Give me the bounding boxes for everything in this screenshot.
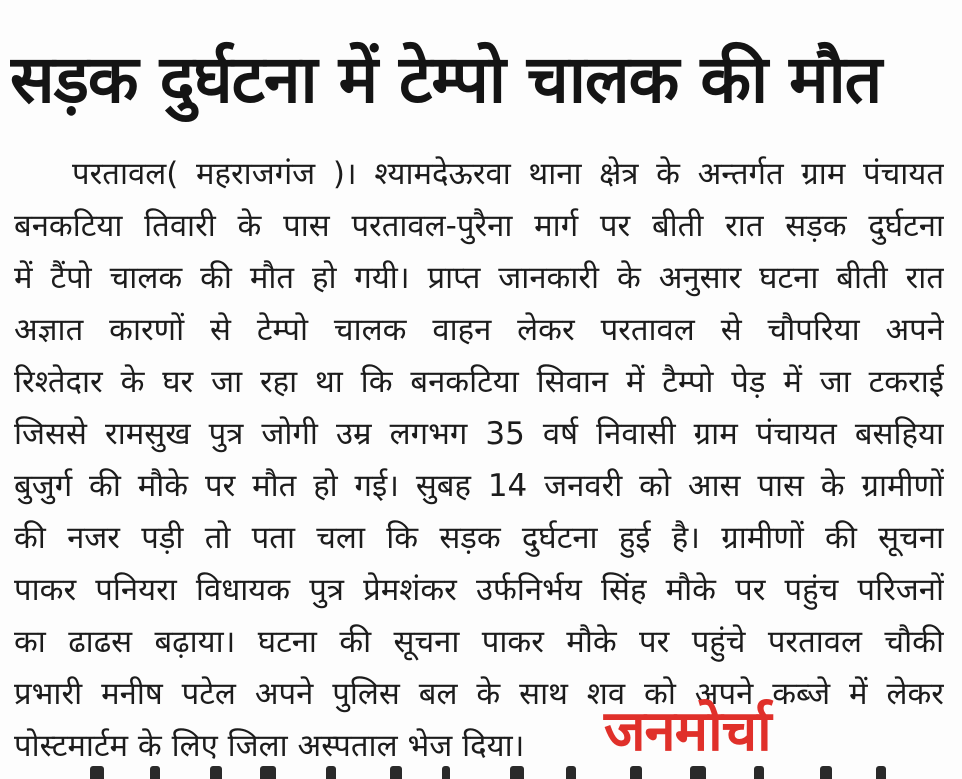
article-line: में टैंपो चालक की मौत हो गयी। प्राप्त जानकारी के अनुसार घटना बीती रात: [14, 260, 944, 296]
headline: सड़क दुर्घटना में टेम्पो चालक की मौत: [10, 41, 882, 118]
cut-glyph: [150, 766, 160, 779]
article-line: जिससे रामसुख पुत्र जोगी उम्र लगभग 35 वर्ष निवासी ग्राम पंचायत बसहिया: [14, 416, 944, 452]
cut-glyph: [510, 766, 524, 779]
article-line: का ढाढस बढ़ाया। घटना की सूचना पाकर मौके पर पहुंचे परतावल चौकी: [14, 624, 944, 660]
cut-glyph: [90, 766, 104, 779]
article-body: [14, 148, 944, 772]
cut-glyph: [390, 766, 402, 779]
cut-glyph: [442, 766, 450, 779]
article-line: की नजर पड़ी तो पता चला कि सड़क दुर्घटना हुई है। ग्रामीणों की सूचना: [14, 520, 944, 556]
article-line: अज्ञात कारणों से टेम्पो चालक वाहन लेकर परतावल से चौपरिया अपने: [14, 312, 944, 348]
cut-glyph: [820, 766, 832, 779]
cut-off-text-row: [90, 766, 890, 779]
article-line: बनकटिया तिवारी के पास परतावल-पुरैना मार्ग पर बीती रात सड़क दुर्घटना: [14, 208, 944, 244]
cut-glyph: [876, 766, 886, 779]
cut-glyph: [566, 766, 576, 779]
cut-glyph: [260, 766, 276, 779]
article-line: रिश्तेदार के घर जा रहा था कि बनकटिया सिवान में टैम्पो पेड़ में जा टकराई: [14, 364, 944, 400]
article-line: पोस्टमार्टम के लिए जिला अस्पताल भेज दिया।: [14, 728, 525, 764]
article-line: पाकर पनियरा विधायक पुत्र प्रेमशंकर उर्फनिर्भय सिंह मौके पर पहुंच परिजनों: [14, 572, 944, 608]
cut-glyph: [326, 766, 336, 779]
cut-glyph: [630, 766, 642, 779]
cut-glyph: [210, 766, 222, 779]
article-line: परतावल( महराजगंज )। श्यामदेऊरवा थाना क्षेत्र के अन्तर्गत ग्राम पंचायत: [72, 156, 944, 192]
article-line: बुजुर्ग की मौके पर मौत हो गई। सुबह 14 जनवरी को आस पास के ग्रामीणों: [14, 468, 944, 504]
article-line: प्रभारी मनीष पटेल अपने पुलिस बल के साथ शव को अपने कब्जे में लेकर: [14, 676, 944, 712]
brand-logo: जनमोर्चा: [604, 699, 771, 764]
cut-glyph: [690, 766, 706, 779]
cut-glyph: [754, 766, 764, 779]
